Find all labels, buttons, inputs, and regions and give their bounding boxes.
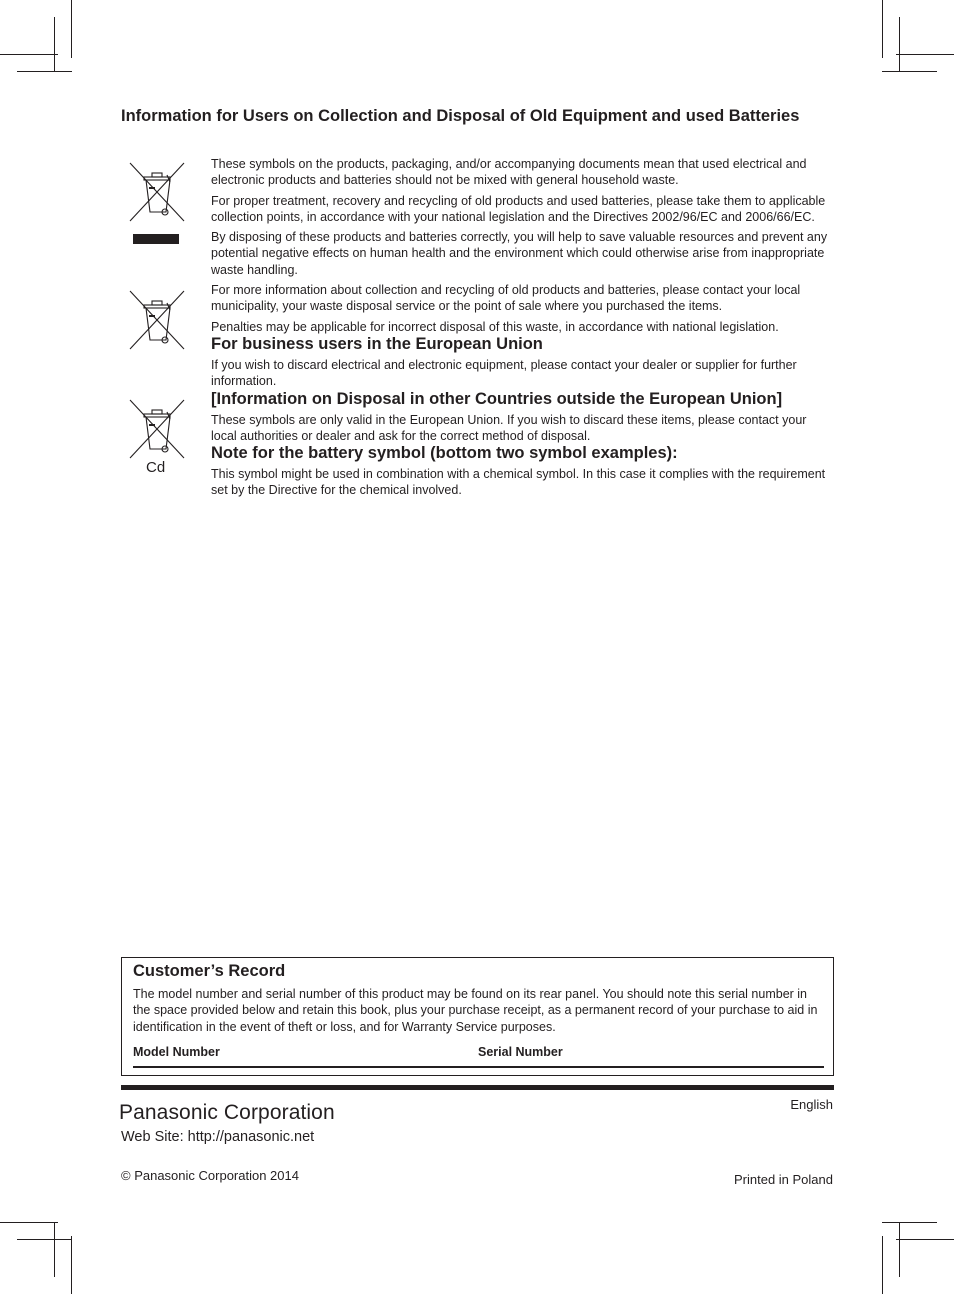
crop-mark — [17, 71, 72, 72]
paragraph: For proper treatment, recovery and recycling of old products and used batteries, please take them to applicable collection points, in accordance with your national legislation and the Directives 2002/96/EC and 2006/66/EC. — [211, 193, 826, 224]
chemical-symbol-label: Cd — [146, 459, 166, 476]
paragraph: If you wish to discard electrical and electronic equipment, please contact your dealer or supplier for further information. — [211, 357, 797, 389]
brand-logo: Panasonic Corporation — [119, 1101, 335, 1124]
customer-record-box — [121, 957, 834, 1076]
copyright-text: © Panasonic Corporation 2014 — [121, 1168, 299, 1183]
divider — [121, 1085, 834, 1090]
customer-record-text: The model number and serial number of this product may be found on its rear panel. You should note this serial number in the space provided below and retain this book, plus your purchase receipt, as a permanent record of your purchase to aid in identification in the event of theft or loss, and for Warranty Service purposes. — [133, 987, 818, 1034]
model-number-label: Model Number — [133, 1045, 220, 1059]
crop-mark — [882, 71, 937, 72]
crop-mark — [882, 1222, 937, 1223]
record-write-line — [133, 1066, 824, 1068]
crop-mark — [0, 1222, 58, 1223]
crop-mark — [896, 1239, 954, 1240]
printed-in-label: Printed in Poland — [733, 1172, 833, 1187]
section-heading: [Information on Disposal in other Countries outside the European Union] — [211, 389, 783, 408]
website-text: Web Site: http://panasonic.net — [121, 1129, 315, 1145]
paragraph: For more information about collection and recycling of old products and batteries, please contact your local municipality, your waste disposal service or the point of sale where you purchased the items. — [211, 283, 801, 314]
customer-record-title: Customer’s Record — [133, 962, 286, 980]
disposal-info-text — [211, 156, 831, 503]
crop-mark — [896, 54, 954, 55]
paragraph: These symbols are only valid in the European Union. If you wish to discard these items, please contact your local authorities or dealer and ask for the correct method of disposal. — [211, 412, 807, 443]
crop-mark — [54, 1222, 55, 1277]
crop-mark — [882, 0, 883, 58]
crop-mark — [17, 1239, 72, 1240]
crop-mark — [54, 17, 55, 72]
section-heading: Note for the battery symbol (bottom two symbol examples): — [211, 444, 678, 463]
paragraph: Penalties may be applicable for incorrect disposal of this waste, in accordance with national legislation. — [211, 319, 779, 334]
language-label: English — [790, 1097, 833, 1112]
paragraph: This symbol might be used in combination with a chemical symbol. In this case it complies with the requirement set by the Directive for the chemical involved. — [211, 467, 826, 498]
paragraph: By disposing of these products and batteries correctly, you will help to save valuable resources and prevent any potential negative effects on human health and the environment which could otherwise arise from inappropriate waste handling. — [211, 230, 828, 277]
crop-mark — [71, 0, 72, 58]
crop-mark — [0, 54, 58, 55]
crop-mark — [71, 1236, 72, 1294]
section-heading: For business users in the European Union — [211, 334, 543, 353]
serial-number-label: Serial Number — [478, 1045, 563, 1059]
crop-mark — [899, 1222, 900, 1277]
crossed-out-wheelie-bin-icon — [129, 399, 185, 461]
page-title: Information for Users on Collection and Disposal of Old Equipment and used Batteries — [121, 107, 800, 125]
crossed-out-wheelie-bin-icon — [129, 162, 185, 246]
paragraph: These symbols on the products, packaging, and/or accompanying documents mean that used electrical and electronic products and batteries should not be mixed with general household waste. — [211, 157, 807, 188]
crop-mark — [899, 17, 900, 72]
crop-mark — [882, 1236, 883, 1294]
crossed-out-wheelie-bin-icon — [129, 290, 185, 352]
